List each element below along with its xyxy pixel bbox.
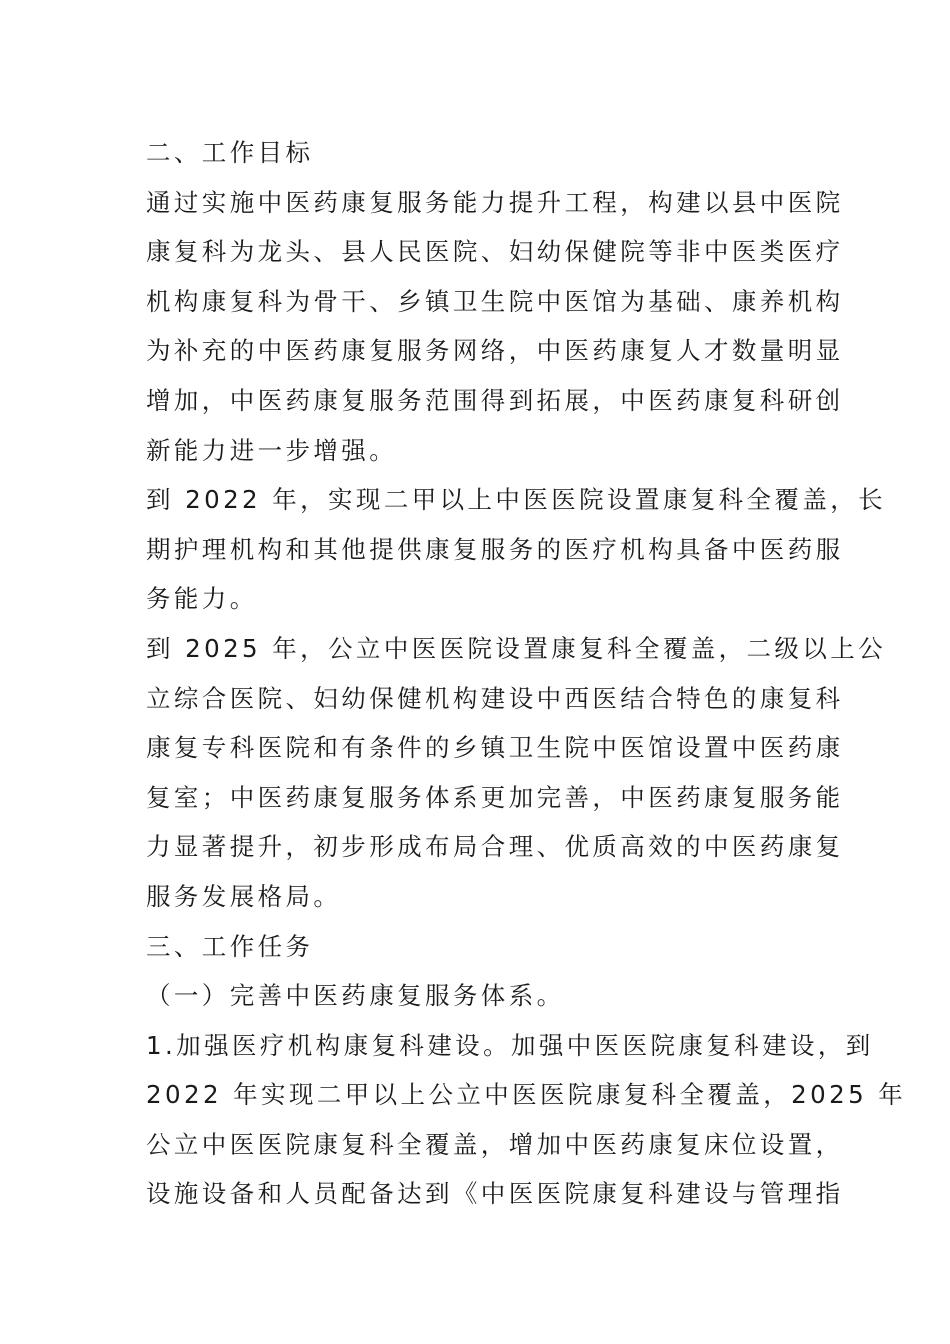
- paragraph-line: 为补充的中医药康复服务网络，中医药康复人才数量明显: [146, 336, 844, 366]
- paragraph-line: 期护理机构和其他提供康复服务的医疗机构具备中医药服: [146, 534, 844, 564]
- document-body: [146, 128, 907, 1219]
- paragraph-line: 到 2025 年，公立中医医院设置康复科全覆盖，二级以上公: [146, 633, 887, 663]
- paragraph-line: 2022 年实现二甲以上公立中医医院康复科全覆盖，2025 年: [146, 1080, 907, 1110]
- paragraph-line: 机构康复科为骨干、乡镇卫生院中医馆为基础、康养机构: [146, 286, 844, 316]
- paragraph-line: 立综合医院、妇幼保健机构建设中西医结合特色的康复科: [146, 683, 844, 713]
- paragraph-line: 复室；中医药康复服务体系更加完善，中医药康复服务能: [146, 782, 844, 812]
- paragraph-line: 到 2022 年，实现二甲以上中医医院设置康复科全覆盖，长: [146, 485, 887, 515]
- paragraph-line: 康复专科医院和有条件的乡镇卫生院中医馆设置中医药康: [146, 733, 844, 763]
- paragraph-line: 公立中医医院康复科全覆盖，增加中医药康复床位设置，: [146, 1129, 844, 1159]
- paragraph-line: 康复科为龙头、县人民医院、妇幼保健院等非中医类医疗: [146, 237, 844, 267]
- paragraph-line: 1.加强医疗机构康复科建设。加强中医医院康复科建设，到: [146, 1030, 874, 1060]
- paragraph-line: 服务发展格局。: [146, 881, 342, 911]
- section-heading-work-tasks: 三、工作任务: [146, 931, 314, 961]
- paragraph-line: 务能力。: [146, 584, 258, 614]
- paragraph-line: 新能力进一步增强。: [146, 435, 398, 465]
- paragraph-line: 设施设备和人员配备达到《中医医院康复科建设与管理指: [146, 1179, 844, 1209]
- paragraph-line: 力显著提升，初步形成布局合理、优质高效的中医药康复: [146, 832, 844, 862]
- subsection-heading: （一）完善中医药康复服务体系。: [146, 981, 565, 1011]
- section-heading-work-goals: 二、工作目标: [146, 138, 314, 167]
- paragraph-line: 通过实施中医药康复服务能力提升工程，构建以县中医院: [146, 187, 844, 217]
- paragraph-line: 增加，中医药康复服务范围得到拓展，中医药康复科研创: [146, 385, 844, 415]
